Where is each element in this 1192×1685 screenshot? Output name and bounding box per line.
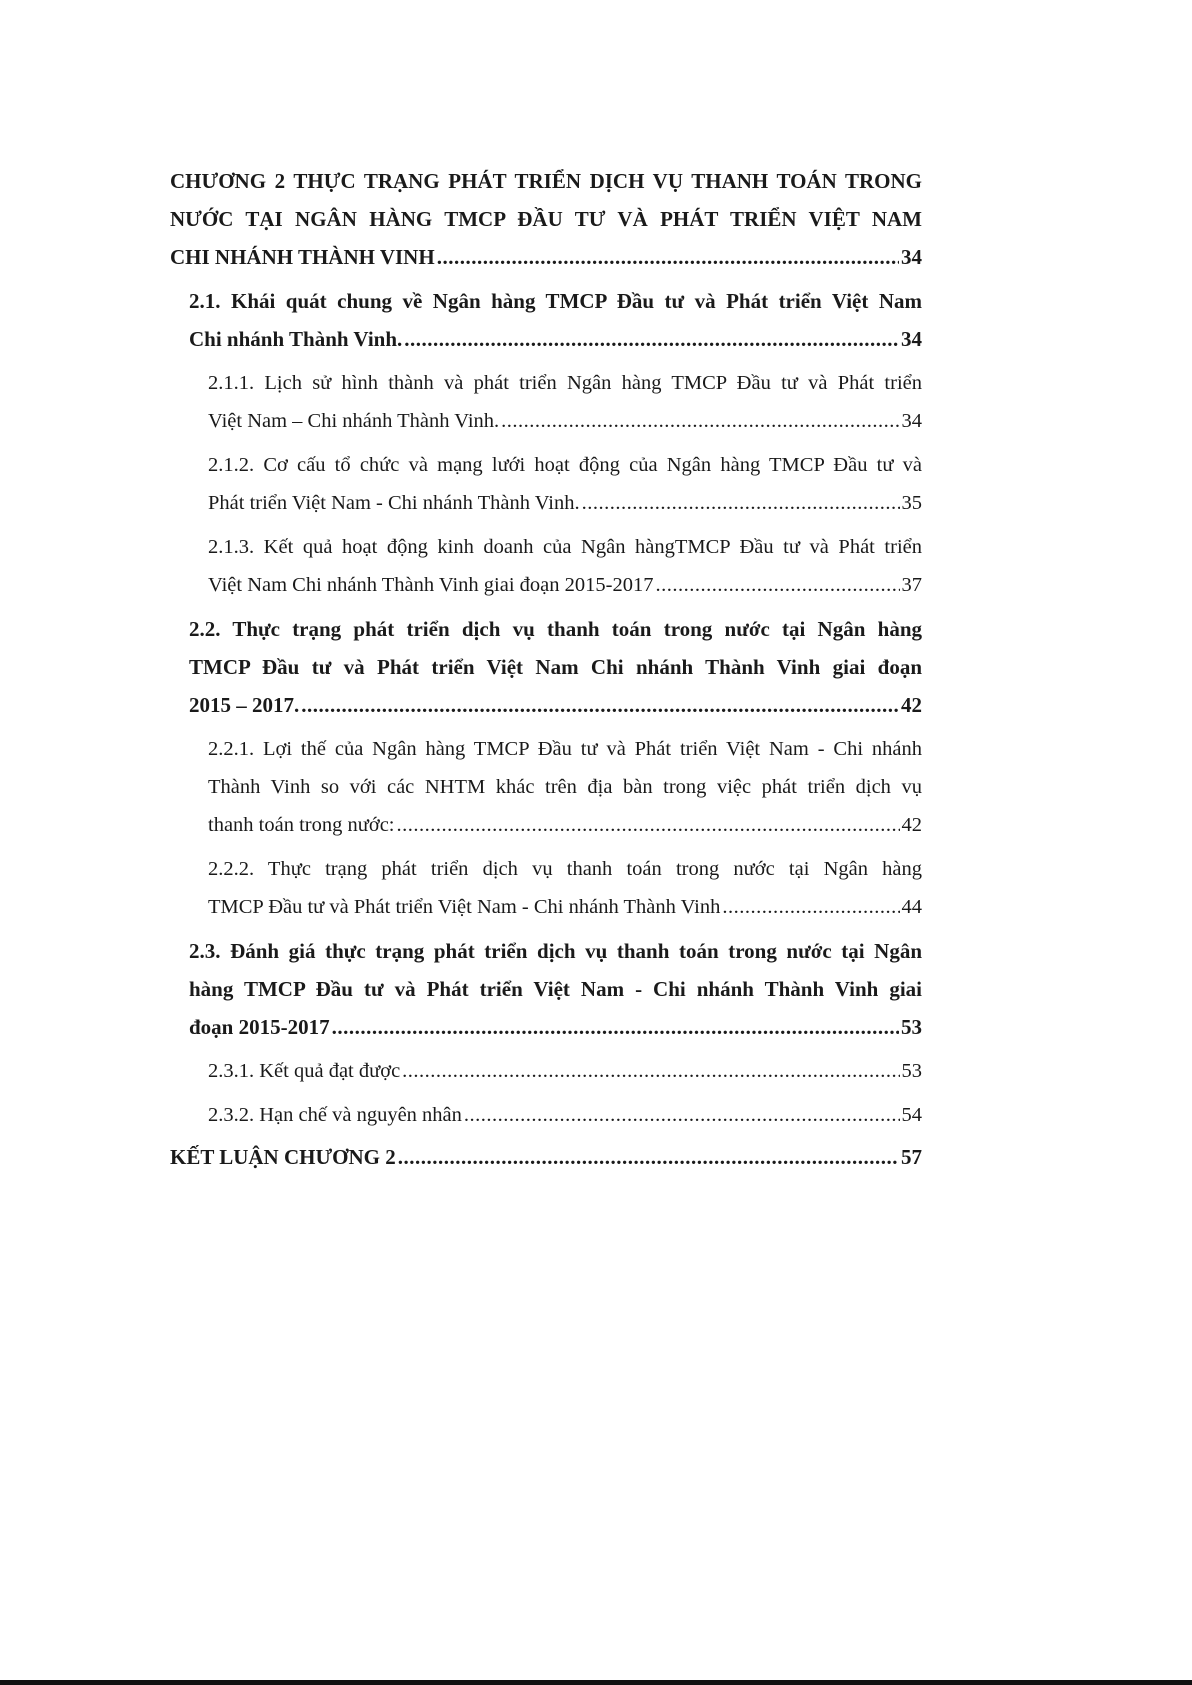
toc-entry-title-end: TMCP Đầu tư và Phát triển Việt Nam - Chi nhánh Thành Vinh	[208, 896, 721, 918]
dot-leader	[464, 1096, 900, 1134]
toc-entry-last-line	[189, 320, 922, 358]
page-bottom-border	[0, 1680, 1192, 1685]
dot-leader	[332, 1008, 899, 1046]
page-number: 57	[901, 1145, 922, 1169]
toc-entry[interactable]	[208, 364, 922, 440]
page-number: 54	[901, 1104, 922, 1126]
page-number: 35	[901, 492, 922, 514]
toc-entry-title-end: Phát triển Việt Nam - Chi nhánh Thành Vinh.	[208, 492, 580, 514]
toc-entry-text-line: CHƯƠNG 2 THỰC TRẠNG PHÁT TRIỂN DỊCH VỤ THANH TOÁN TRONG	[170, 169, 922, 193]
toc-entry-title-end: đoạn 2015-2017	[189, 1015, 330, 1039]
toc-entry[interactable]	[208, 528, 922, 604]
dot-leader	[437, 238, 899, 276]
toc-entry-last-line	[170, 1138, 922, 1176]
toc-entry-last-line	[189, 686, 922, 724]
toc-entry-last-line	[208, 402, 922, 440]
dot-leader	[402, 1052, 899, 1090]
toc-entry-title-end: Việt Nam – Chi nhánh Thành Vinh.	[208, 410, 500, 432]
page-number: 53	[901, 1015, 922, 1039]
toc-entry-text-line: Thành Vinh so với các NHTM khác trên địa bàn trong việc phát triển dịch vụ	[208, 776, 922, 798]
page-number: 34	[901, 245, 922, 269]
table-of-contents	[170, 162, 922, 1176]
toc-entry-title-end: Chi nhánh Thành Vinh.	[189, 327, 403, 351]
toc-entry[interactable]	[170, 162, 922, 276]
toc-entry-title-end: 2015 – 2017.	[189, 693, 300, 717]
page-number: 42	[901, 693, 922, 717]
toc-entry-text-line: 2.2.2. Thực trạng phát triển dịch vụ thanh toán trong nước tại Ngân hàng	[208, 858, 922, 880]
toc-entry-title-end: CHI NHÁNH THÀNH VINH	[170, 245, 435, 269]
toc-entry-last-line	[170, 238, 922, 276]
dot-leader	[582, 484, 900, 522]
toc-entry-text-line: 2.1.3. Kết quả hoạt động kinh doanh của Ngân hàngTMCP Đầu tư và Phát triển	[208, 536, 922, 558]
toc-entry-last-line	[208, 1096, 922, 1134]
page-number: 44	[901, 896, 922, 918]
toc-entry-last-line	[208, 806, 922, 844]
toc-entry[interactable]	[189, 932, 922, 1046]
toc-entry-title-end: 2.3.1. Kết quả đạt được	[208, 1060, 401, 1082]
toc-entry-text-line: 2.1.1. Lịch sử hình thành và phát triển Ngân hàng TMCP Đầu tư và Phát triển	[208, 372, 922, 394]
page-number: 34	[901, 410, 922, 432]
toc-entry[interactable]	[189, 610, 922, 724]
toc-entry-last-line	[208, 566, 922, 604]
page-number: 53	[901, 1060, 922, 1082]
toc-entry-last-line	[208, 1052, 922, 1090]
toc-entry-text-line: 2.3. Đánh giá thực trạng phát triển dịch vụ thanh toán trong nước tại Ngân	[189, 939, 922, 963]
page-number: 37	[901, 574, 922, 596]
toc-entry-last-line	[189, 1008, 922, 1046]
toc-entry-title-end: thanh toán trong nước:	[208, 814, 395, 836]
dot-leader	[655, 566, 899, 604]
toc-entry[interactable]	[189, 282, 922, 358]
dot-leader	[396, 806, 899, 844]
toc-entry-text-line: 2.2. Thực trạng phát triển dịch vụ thanh toán trong nước tại Ngân hàng	[189, 617, 922, 641]
toc-entry[interactable]	[208, 850, 922, 926]
toc-entry[interactable]	[208, 730, 922, 844]
dot-leader	[404, 320, 899, 358]
toc-entry-text-line: 2.2.1. Lợi thế của Ngân hàng TMCP Đầu tư và Phát triển Việt Nam - Chi nhánh	[208, 738, 922, 760]
toc-entry[interactable]	[208, 1052, 922, 1090]
dot-leader	[501, 402, 899, 440]
toc-entry-title-end: Việt Nam Chi nhánh Thành Vinh giai đoạn 2015-2017	[208, 574, 654, 596]
toc-entry-title-end: 2.3.2. Hạn chế và nguyên nhân	[208, 1104, 462, 1126]
toc-entry-last-line	[208, 484, 922, 522]
toc-entry-text-line: 2.1. Khái quát chung về Ngân hàng TMCP Đầu tư và Phát triển Việt Nam	[189, 289, 922, 313]
dot-leader	[301, 686, 899, 724]
toc-entry-text-line: hàng TMCP Đầu tư và Phát triển Việt Nam - Chi nhánh Thành Vinh giai	[189, 977, 922, 1001]
dot-leader	[398, 1138, 899, 1176]
toc-entry-text-line: 2.1.2. Cơ cấu tổ chức và mạng lưới hoạt động của Ngân hàng TMCP Đầu tư và	[208, 454, 922, 476]
toc-entry[interactable]	[208, 1096, 922, 1134]
toc-entry-text-line: TMCP Đầu tư và Phát triển Việt Nam Chi nhánh Thành Vinh giai đoạn	[189, 655, 922, 679]
toc-entry-text-line: NƯỚC TẠI NGÂN HÀNG TMCP ĐẦU TƯ VÀ PHÁT TRIỂN VIỆT NAM	[170, 207, 922, 231]
toc-entry-last-line	[208, 888, 922, 926]
page-number: 42	[901, 814, 922, 836]
toc-entry[interactable]	[170, 1138, 922, 1176]
toc-entry[interactable]	[208, 446, 922, 522]
page-number: 34	[901, 327, 922, 351]
toc-entry-title-end: KẾT LUẬN CHƯƠNG 2	[170, 1145, 396, 1169]
dot-leader	[722, 888, 899, 926]
